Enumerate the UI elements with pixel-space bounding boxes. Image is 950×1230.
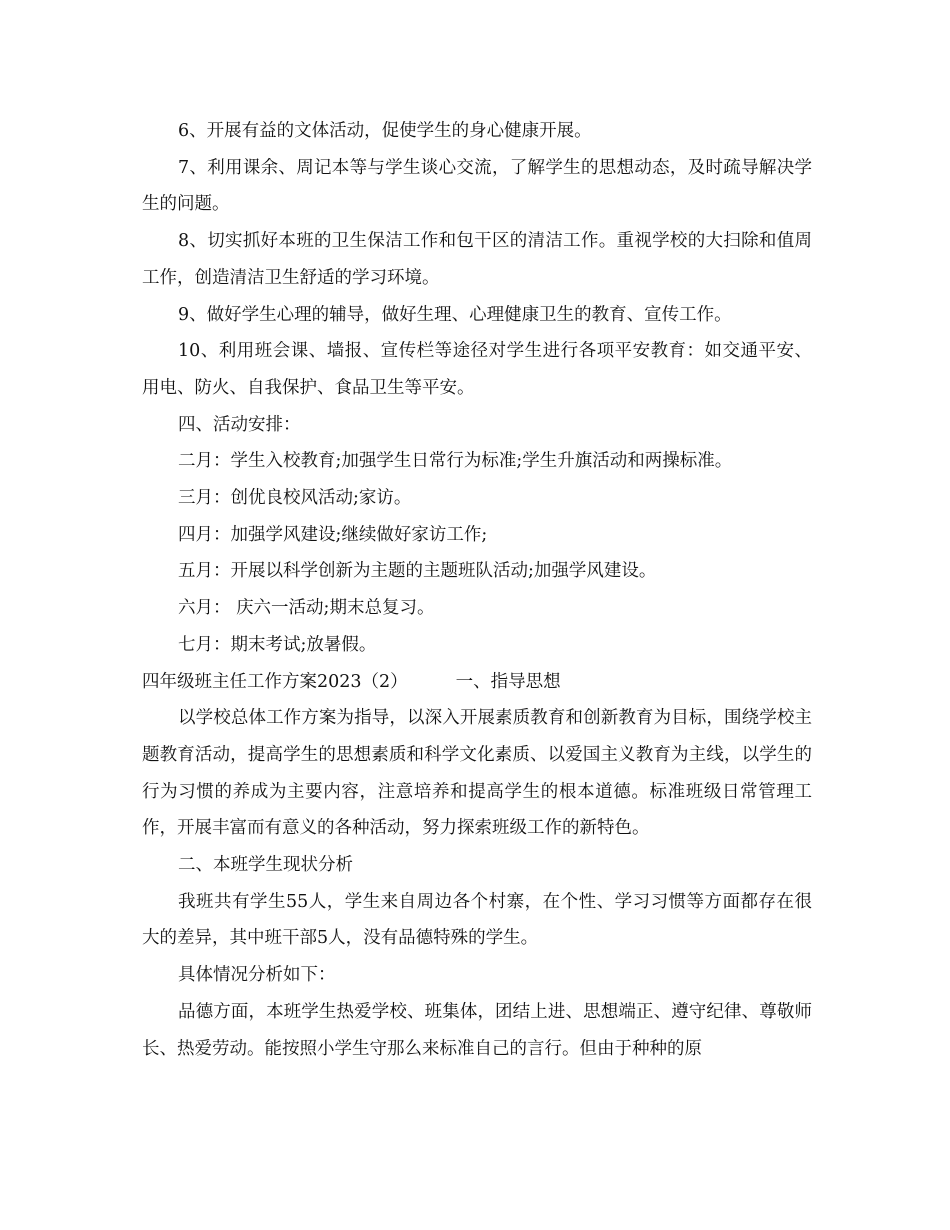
paragraph-item-7: 7、利用课余、周记本等与学生谈心交流，了解学生的思想动态，及时疏导解决学生的问题。: [142, 157, 812, 215]
schedule-february: 二月：学生入校教育;加强学生日常行为标准;学生升旗活动和两操标准。: [178, 451, 733, 472]
paragraph-item-6: 6、开展有益的文体活动，促使学生的身心健康开展。: [178, 121, 592, 141]
moral-aspect-paragraph: 品德方面，本班学生热爱学校、班集体，团结上进、思想端正、遵守纪律、尊敬师长、热爱劳动。能按照小学生守那么来标准自己的言行。但由于种种的原: [142, 1001, 812, 1059]
document-body: [142, 113, 812, 1067]
section-heading-analysis: 二、本班学生现状分析: [178, 855, 353, 876]
class-overview-paragraph: 我班共有学生55人，学生来自周边各个村寨，在个性、学习习惯等方面都存在很大的差异，其中班干部5人，没有品德特殊的学生。: [142, 891, 812, 949]
schedule-may: 五月：开展以科学创新为主题的主题班队活动;加强学风建设。: [178, 561, 657, 582]
schedule-april: 四月：加强学风建设;继续做好家访工作;: [178, 524, 488, 545]
guiding-thought-paragraph: 以学校总体工作方案为指导，以深入开展素质教育和创新教育为目标，围绕学校主题教育活动，提高学生的思想素质和科学文化素质、以爱国主义教育为主线，以学生的行为习惯的养成为主要内容，注意培养和提高学生的根本道德。标准班级日常管理工作，开展丰富而有意义的各种活动，努力探索班级工作的新特色。: [142, 708, 812, 839]
schedule-june: 六月： 庆六一活动;期末总复习。: [178, 598, 435, 619]
paragraph-item-8: 8、切实抓好本班的卫生保洁工作和包干区的清洁工作。重视学校的大扫除和值周工作，创造清洁卫生舒适的学习环境。: [142, 231, 812, 288]
analysis-intro: 具体情况分析如下：: [178, 965, 336, 986]
section-subheading: 一、指导思想: [455, 671, 561, 692]
section-title-line: [142, 664, 812, 701]
section-title: 四年级班主任工作方案2023（2）: [142, 671, 408, 692]
schedule-july: 七月：期末考试;放暑假。: [178, 634, 377, 655]
schedule-march: 三月：创优良校风活动;家访。: [178, 488, 412, 509]
section-heading-activities: 四、活动安排：: [178, 414, 301, 435]
paragraph-item-10: 10、利用班会课、墙报、宣传栏等途径对学生进行各项平安教育：如交通平安、用电、防火、自我保护、食品卫生等平安。: [142, 341, 812, 398]
paragraph-item-9: 9、做好学生心理的辅导，做好生理、心理健康卫生的教育、宣传工作。: [178, 304, 732, 325]
